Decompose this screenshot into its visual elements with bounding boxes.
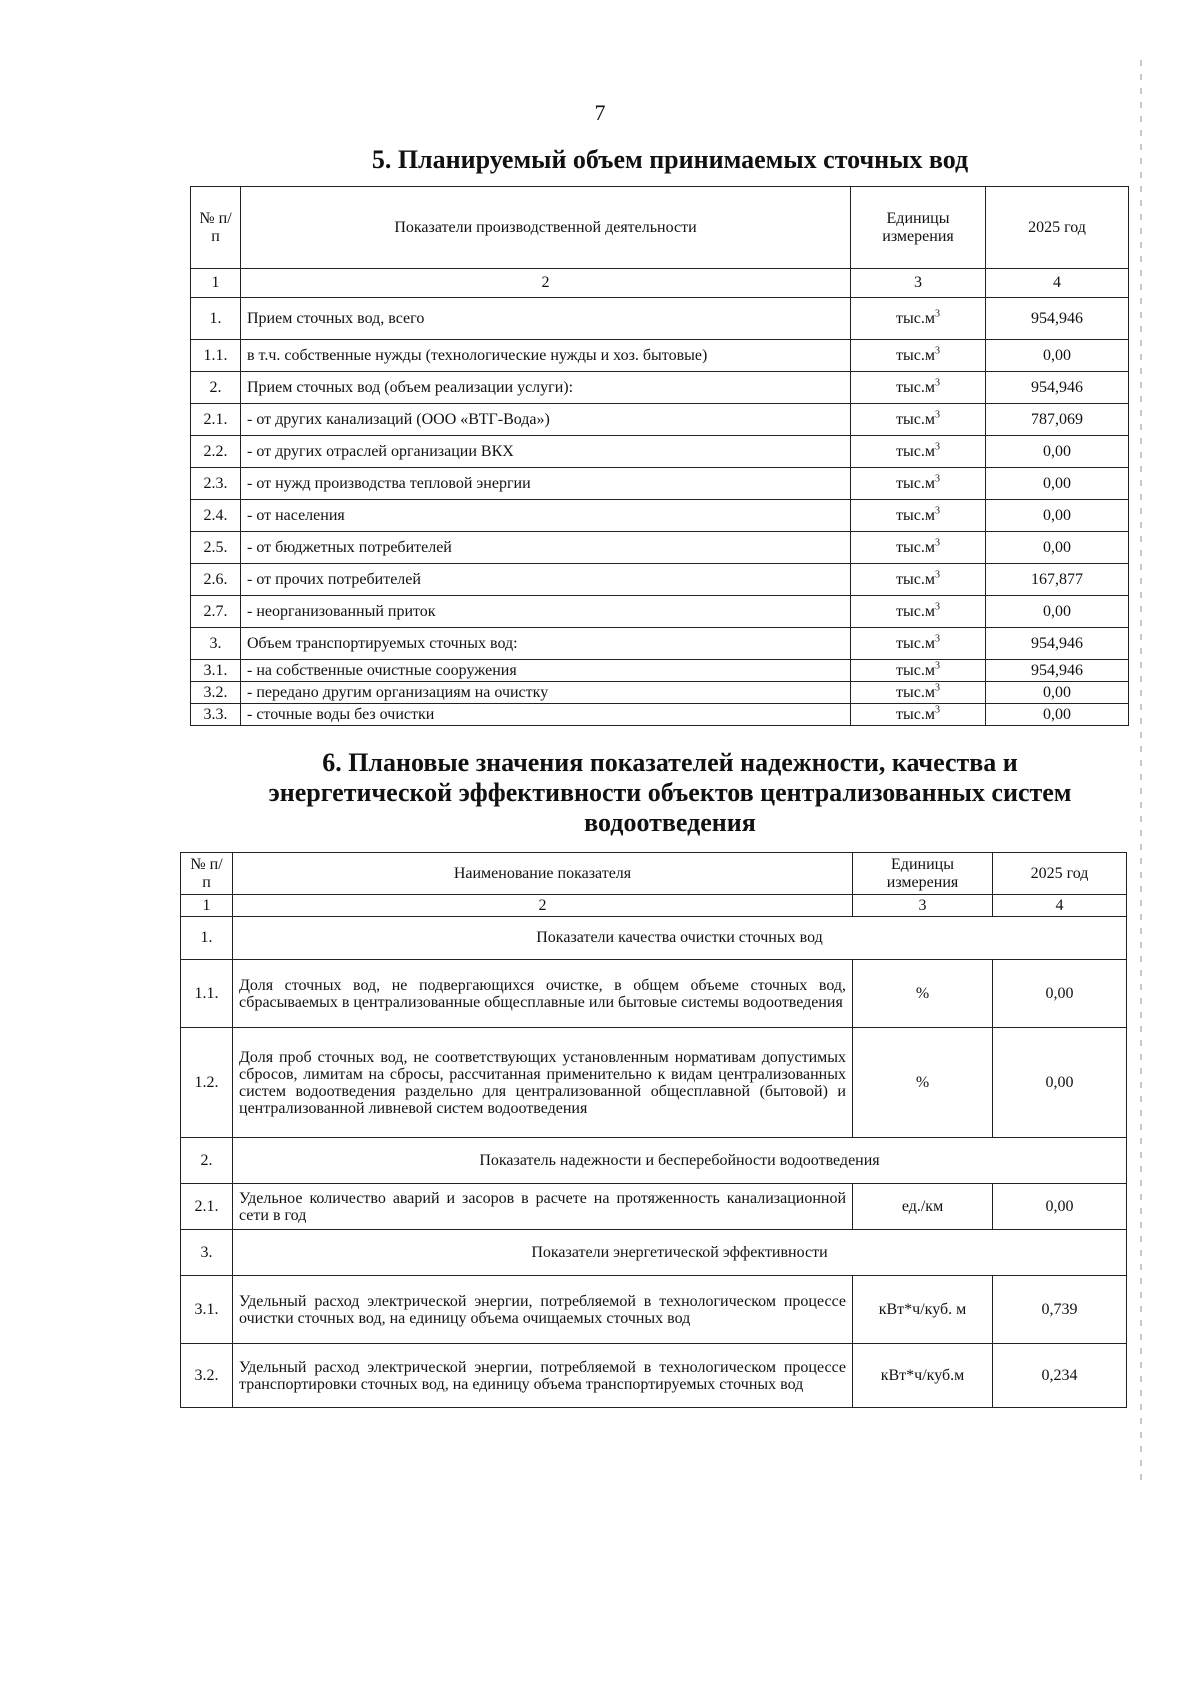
row-value: 167,877 [986,564,1129,596]
row-value: 0,00 [986,532,1129,564]
group-row [181,1230,1127,1276]
row-unit: $тыс.м^3$ [851,628,986,660]
row-name: - от прочих потребителей [241,564,851,596]
table-row [191,682,1129,704]
row-unit: $тыс.м^3$ [851,468,986,500]
table-row [181,1276,1127,1344]
row-num: 3.2. [191,682,241,704]
table-row [191,372,1129,404]
row-value: 0,00 [993,1028,1127,1138]
row-value: 787,069 [986,404,1129,436]
row-value: 954,946 [986,660,1129,682]
header-year: 2025 год [986,187,1129,269]
col-number-2: 2 [241,269,851,298]
table-row [191,436,1129,468]
row-name: - от других канализаций (ООО «ВТГ-Вода») [241,404,851,436]
col-number-1: 1 [181,895,233,917]
row-value: 0,00 [986,682,1129,704]
row-num: 2.3. [191,468,241,500]
row-value: 954,946 [986,628,1129,660]
row-value: 0,00 [986,500,1129,532]
row-unit: $тыс.м^3$ [851,298,986,340]
section-6-title-line-2: энергетической эффективности объектов централизованных систем [268,778,1072,807]
row-unit: кВт*ч/куб. м [853,1276,993,1344]
row-name: Объем транспортируемых сточных вод: [241,628,851,660]
row-num: 2.1. [181,1184,233,1230]
table-row [191,404,1129,436]
indicators-table [180,852,1127,1408]
row-value: 0,00 [986,704,1129,726]
row-value: 0,00 [986,596,1129,628]
table-row [191,564,1129,596]
row-unit: $тыс.м^3$ [851,340,986,372]
row-unit: $тыс.м^3$ [851,682,986,704]
row-name: Прием сточных вод, всего [241,298,851,340]
row-unit: ед./км [853,1184,993,1230]
row-name: Удельный расход электрической энергии, потребляемой в технологическом процессе транспортировки сточных вод, на единицу объема транспортируемых сточных вод [233,1344,853,1408]
row-name: - от бюджетных потребителей [241,532,851,564]
row-value: 0,00 [993,960,1127,1028]
table-row [191,704,1129,726]
row-num: 3.1. [191,660,241,682]
table-row [191,628,1129,660]
header-indicator: Показатели производственной деятельности [241,187,851,269]
row-value: 0,00 [986,468,1129,500]
table-row [181,1344,1127,1408]
row-name: - сточные воды без очистки [241,704,851,726]
row-num: 2.5. [191,532,241,564]
header-num: № п/п [181,853,233,895]
group-row [181,1138,1127,1184]
row-name: - от других отраслей организации ВКХ [241,436,851,468]
row-num: 2.7. [191,596,241,628]
group-title: Показатели энергетической эффективности [233,1230,1127,1276]
row-num: 1.2. [181,1028,233,1138]
table-row [191,500,1129,532]
section-6-title-line-1: 6. Плановые значения показателей надежности, качества и [322,748,1018,777]
header-unit: Единицы измерения [851,187,986,269]
table-row [191,468,1129,500]
table-row [191,596,1129,628]
row-num: 1. [191,298,241,340]
group-num: 3. [181,1230,233,1276]
row-num: 2.1. [191,404,241,436]
row-unit: % [853,960,993,1028]
row-unit: % [853,1028,993,1138]
row-value: 0,739 [993,1276,1127,1344]
row-num: 1.1. [181,960,233,1028]
row-num: 1.1. [191,340,241,372]
header-year: 2025 год [993,853,1127,895]
header-num: № п/п [191,187,241,269]
row-unit: $тыс.м^3$ [851,372,986,404]
row-unit: $тыс.м^3$ [851,704,986,726]
table-row [181,1184,1127,1230]
group-title: Показатели качества очистки сточных вод [233,917,1127,960]
row-name: Доля проб сточных вод, не соответствующих установленным нормативам допустимых сбросов, лимитам на сбросы, рассчитанная применительно к видам централизованных систем водоотведения раздельно для централизованной общесплавной (бытовой) и централизованной ливневой систем водоотведения [233,1028,853,1138]
col-number-2: 2 [233,895,853,917]
row-unit: $тыс.м^3$ [851,532,986,564]
row-unit: $тыс.м^3$ [851,436,986,468]
row-unit: $тыс.м^3$ [851,404,986,436]
row-name: в т.ч. собственные нужды (технологические нужды и хоз. бытовые) [241,340,851,372]
row-name: Доля сточных вод, не подвергающихся очистке, в общем объеме сточных вод, сбрасываемых в централизованные общесплавные или бытовые системы водоотведения [233,960,853,1028]
row-num: 2. [191,372,241,404]
row-unit: $тыс.м^3$ [851,564,986,596]
row-name: - от нужд производства тепловой энергии [241,468,851,500]
row-unit: кВт*ч/куб.м [853,1344,993,1408]
row-value: 0,00 [986,340,1129,372]
row-num: 2.6. [191,564,241,596]
page-number: 7 [594,100,606,125]
table-row [191,340,1129,372]
row-name: - от населения [241,500,851,532]
col-number-1: 1 [191,269,241,298]
table-row [181,1028,1127,1138]
row-num: 2.4. [191,500,241,532]
row-name: Удельный расход электрической энергии, потребляемой в технологическом процессе очистки сточных вод, на единицу объема очищаемых сточных вод [233,1276,853,1344]
table-row [181,960,1127,1028]
row-name: - на собственные очистные сооружения [241,660,851,682]
section-6-title [70,748,1200,838]
group-num: 2. [181,1138,233,1184]
table-row [191,298,1129,340]
col-number-3: 3 [853,895,993,917]
row-num: 3.2. [181,1344,233,1408]
row-value: 0,234 [993,1344,1127,1408]
row-unit: $тыс.м^3$ [851,596,986,628]
group-num: 1. [181,917,233,960]
col-number-4: 4 [993,895,1127,917]
row-num: 3.1. [181,1276,233,1344]
row-unit: $тыс.м^3$ [851,500,986,532]
row-name: - передано другим организациям на очистку [241,682,851,704]
header-unit: Единицы измерения [853,853,993,895]
header-indicator-name: Наименование показателя [233,853,853,895]
col-number-4: 4 [986,269,1129,298]
row-name: Прием сточных вод (объем реализации услуги): [241,372,851,404]
group-row [181,917,1127,960]
group-title: Показатель надежности и бесперебойности водоотведения [233,1138,1127,1184]
section-5-title: 5. Планируемый объем принимаемых сточных вод [371,145,969,174]
table-row [191,532,1129,564]
row-name: - неорганизованный приток [241,596,851,628]
row-value: 0,00 [986,436,1129,468]
row-value: 0,00 [993,1184,1127,1230]
col-number-3: 3 [851,269,986,298]
row-value: 954,946 [986,298,1129,340]
section-6-title-line-3: водоотведения [584,808,756,837]
row-num: 2.2. [191,436,241,468]
wastewater-volume-table [190,186,1129,726]
row-value: 954,946 [986,372,1129,404]
row-num: 3.3. [191,704,241,726]
row-unit: $тыс.м^3$ [851,660,986,682]
row-num: 3. [191,628,241,660]
table-row [191,660,1129,682]
row-name: Удельное количество аварий и засоров в расчете на протяженность канализационной сети в год [233,1184,853,1230]
